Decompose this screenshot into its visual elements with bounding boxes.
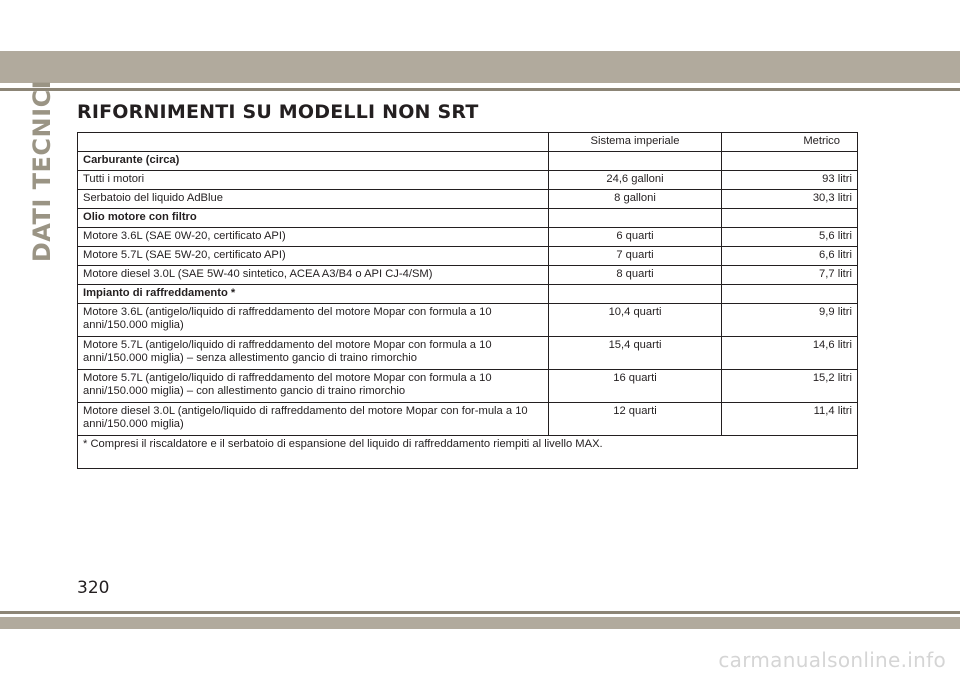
page-number: 320 <box>77 578 110 598</box>
metric-value: 30,3 litri <box>722 189 858 208</box>
watermark: carmanualsonline.info <box>718 648 946 672</box>
row-label: Olio motore con filtro <box>78 208 549 227</box>
imperial-value <box>549 151 722 170</box>
row-label: Impianto di raffreddamento * <box>78 284 549 303</box>
table-row <box>78 303 858 336</box>
imperial-value: 7 quarti <box>549 246 722 265</box>
section-tab-label: DATI TECNICI <box>28 79 56 263</box>
table-row <box>78 246 858 265</box>
table-row <box>78 369 858 402</box>
table-row <box>78 336 858 369</box>
metric-value: 7,7 litri <box>722 265 858 284</box>
row-label: Motore 3.6L (antigelo/liquido di raffreddamento del motore Mopar con formula a 10 anni/150.000 miglia) <box>78 303 549 336</box>
imperial-value: 16 quarti <box>549 369 722 402</box>
metric-value <box>722 284 858 303</box>
column-header-item <box>78 133 549 152</box>
row-label: Serbatoio del liquido AdBlue <box>78 189 549 208</box>
imperial-value: 10,4 quarti <box>549 303 722 336</box>
footnote-row <box>78 435 858 468</box>
section-row <box>78 284 858 303</box>
table-body <box>78 151 858 435</box>
bottom-decorative-band <box>0 617 960 629</box>
table-row <box>78 170 858 189</box>
metric-value: 14,6 litri <box>722 336 858 369</box>
section-row <box>78 208 858 227</box>
metric-value: 93 litri <box>722 170 858 189</box>
row-label: Motore 3.6L (SAE 0W-20, certificato API) <box>78 227 549 246</box>
metric-value: 15,2 litri <box>722 369 858 402</box>
table-row <box>78 189 858 208</box>
column-header-metric: Metrico <box>722 133 858 152</box>
imperial-value <box>549 284 722 303</box>
column-header-imperial: Sistema imperiale <box>549 133 722 152</box>
metric-value: 11,4 litri <box>722 402 858 435</box>
footnote: * Compresi il riscaldatore e il serbatoio di espansione del liquido di raffreddamento riempiti al livello MAX. <box>78 435 858 468</box>
table-header-row <box>78 133 858 152</box>
metric-value <box>722 208 858 227</box>
imperial-value: 12 quarti <box>549 402 722 435</box>
page-title: RIFORNIMENTI SU MODELLI NON SRT <box>77 101 479 123</box>
imperial-value <box>549 208 722 227</box>
metric-value <box>722 151 858 170</box>
metric-value: 9,9 litri <box>722 303 858 336</box>
metric-value: 5,6 litri <box>722 227 858 246</box>
row-label: Carburante (circa) <box>78 151 549 170</box>
row-label: Motore 5.7L (antigelo/liquido di raffreddamento del motore Mopar con formula a 10 anni/150.000 miglia) – con allestimento gancio di traino rimorchio <box>78 369 549 402</box>
section-row <box>78 151 858 170</box>
top-decorative-band <box>0 51 960 83</box>
row-label: Motore 5.7L (antigelo/liquido di raffreddamento del motore Mopar con formula a 10 anni/150.000 miglia) – senza allestimento gancio di traino rimorchio <box>78 336 549 369</box>
row-label: Motore diesel 3.0L (antigelo/liquido di raffreddamento del motore Mopar con for-mula a 10 anni/150.000 miglia) <box>78 402 549 435</box>
table-row <box>78 265 858 284</box>
imperial-value: 6 quarti <box>549 227 722 246</box>
table-row <box>78 227 858 246</box>
capacities-table <box>77 132 858 469</box>
imperial-value: 24,6 galloni <box>549 170 722 189</box>
imperial-value: 8 galloni <box>549 189 722 208</box>
row-label: Motore 5.7L (SAE 5W-20, certificato API) <box>78 246 549 265</box>
top-divider-line <box>0 88 960 91</box>
table-row <box>78 402 858 435</box>
metric-value: 6,6 litri <box>722 246 858 265</box>
row-label: Tutti i motori <box>78 170 549 189</box>
imperial-value: 8 quarti <box>549 265 722 284</box>
imperial-value: 15,4 quarti <box>549 336 722 369</box>
bottom-divider-line <box>0 611 960 614</box>
row-label: Motore diesel 3.0L (SAE 5W-40 sintetico, ACEA A3/B4 o API CJ-4/SM) <box>78 265 549 284</box>
